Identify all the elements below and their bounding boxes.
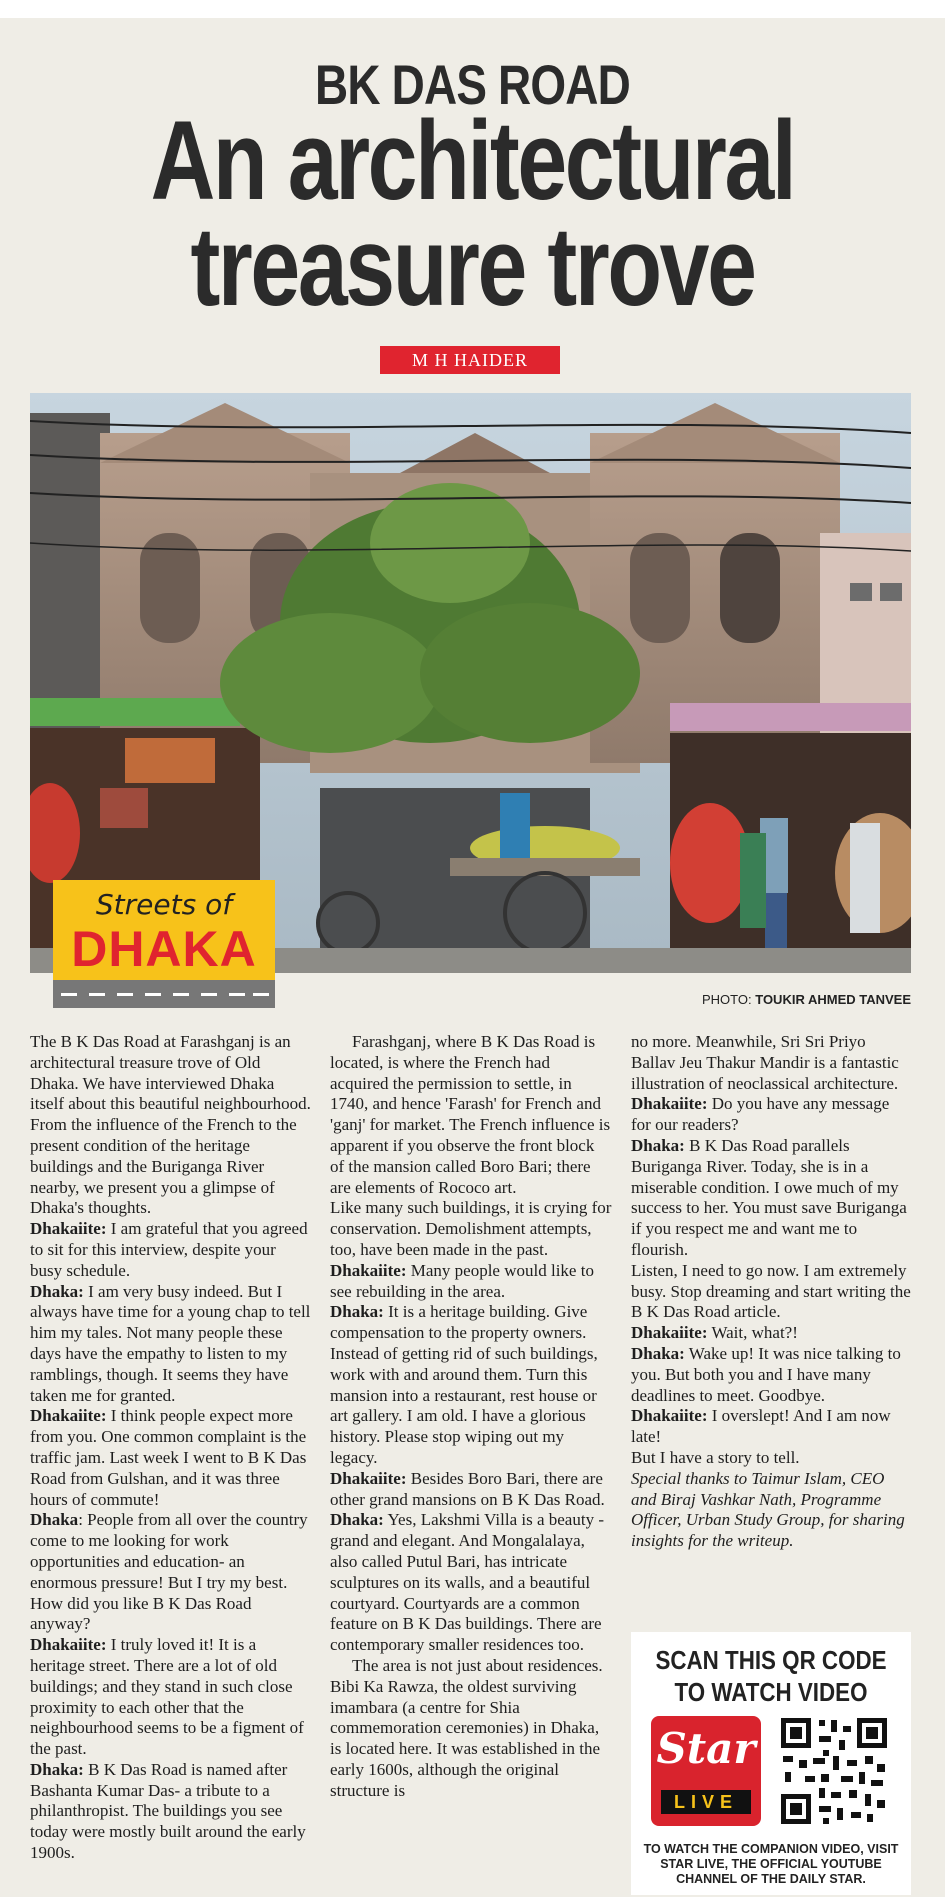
headline-line-1: An architectural [150, 98, 795, 223]
speaker-label: Dhakaiite: [30, 1635, 107, 1655]
body-paragraph: Listen, I need to go now. I am extremely busy. Stop dreaming and start writing the B K Das Road article. [631, 1260, 911, 1322]
promo-note: TO WATCH THE COMPANION VIDEO, VISIT STAR LIVE, THE OFFICIAL YOUTUBE CHANNEL OF THE DAILY STAR. [643, 1842, 899, 1886]
badge-streets-of: Streets of [95, 888, 233, 921]
article-headline [95, 98, 851, 329]
road-dash [117, 993, 133, 996]
speaker-label: Dhakaiite: [30, 1406, 107, 1426]
interview-answer [631, 1136, 913, 1261]
answer-text: B K Das Road parallels Buriganga River. Today, she is in a miserable condition. I owe much of my success to her. You must save Buriganga if you respect me and want me to flourish. [631, 1135, 907, 1259]
photo-credit-name: TOUKIR AHMED TANVEE [755, 992, 911, 1007]
road-dash [173, 993, 189, 996]
star-live-logo-icon [651, 1716, 761, 1826]
speaker-label: Dhaka [30, 1510, 79, 1530]
promo-title [651, 1644, 892, 1708]
road-dash [145, 993, 161, 996]
speaker-label: Dhaka: [631, 1135, 685, 1155]
interview-question [631, 1323, 913, 1344]
promo-title-line-1: SCAN THIS QR CODE [655, 1645, 887, 1675]
speaker-label: Dhakaiite: [330, 1260, 407, 1280]
newspaper-page [0, 18, 945, 1897]
interview-answer [30, 1510, 312, 1635]
acknowledgement-note [631, 1469, 913, 1552]
speaker-label: Dhakaiite: [330, 1468, 407, 1488]
body-paragraph: Like many such buildings, it is crying for conservation. Demolishment attempts, too, have been made in the past. [330, 1198, 612, 1259]
article-kicker: BK DAS ROAD [315, 53, 630, 116]
road-dash [201, 993, 217, 996]
answer-text: It is a heritage building. Give compensation to the property owners. Instead of getting rid of such buildings, work with and around them. Turn this mansion into a restaurant, rest house or art gallery. I am old. I have a glorious history. Please stop wiping out my legacy. [330, 1302, 598, 1467]
interview-question [330, 1261, 612, 1303]
video-promo-box [631, 1632, 911, 1895]
question-text: I am grateful that you agreed to sit for this interview, despite your busy schedule. [30, 1219, 308, 1280]
badge-road-strip [53, 980, 275, 1008]
interview-answer [330, 1510, 612, 1656]
photo-credit-label: PHOTO: [702, 992, 752, 1007]
body-paragraph: The area is not just about residences. Bibi Ka Rawza, the oldest surviving imambara (a centre for Shia commemoration ceremonies) in Dhaka, is located here. It was established in the early 1600s, although the original structure is [330, 1655, 603, 1800]
answer-text: Yes, Lakshmi Villa is a beauty - grand and elegant. And Mongalalaya, also called Putul Bari, has intricate sculptures on its walls, and a beautiful courtyard. Courtyards are a common feature on B K Das buildings. There are contemporary smaller residences too. [330, 1510, 604, 1655]
speaker-label: Dhaka: [30, 1759, 84, 1779]
logo-word: Star [656, 1724, 756, 1773]
intro-paragraph: The B K Das Road at Farashganj is an architectural treasure trove of Old Dhaka. We have interviewed Dhaka itself about this beautiful neighbourhood. From the influence of the French to the present condition of the heritage buildings and the Buriganga River nearby, we present you a glimpse of Dhaka's thoughts. [30, 1032, 311, 1218]
speaker-label: Dhaka: [330, 1510, 384, 1530]
question-text: Many people would like to see rebuilding in the area. [330, 1260, 594, 1301]
speaker-label: Dhaka: [30, 1281, 84, 1301]
answer-text: I am very busy indeed. But I always have time for a young chap to tell him my tales. Not many people these days have the empathy to listen to my ramblings, though. It seems they have taken me for granted. [30, 1281, 311, 1405]
road-dash [253, 993, 269, 996]
headline-line-2: treasure trove [190, 204, 755, 329]
question-text: Besides Boro Bari, there are other grand mansions on B K Das Road. [330, 1468, 605, 1509]
speaker-label: Dhakaiite: [631, 1406, 708, 1426]
promo-title-line-2: TO WATCH VIDEO [674, 1677, 868, 1707]
interview-answer [30, 1282, 312, 1407]
question-text: I think people expect more from you. One common complaint is the traffic jam. Last week I went to B K Das Road from Gulshan, and it was three hours of commute! [30, 1406, 307, 1509]
photo-credit [702, 992, 911, 1007]
road-dash [229, 993, 245, 996]
speaker-label: Dhakaiite: [631, 1323, 708, 1343]
body-paragraph: no more. Meanwhile, Sri Sri Priyo Ballav Jeu Thakur Mandir is a fantastic illustration of neoclassical architecture. [631, 1032, 899, 1093]
author-byline: M H HAIDER [380, 346, 560, 374]
article-column-3 [631, 1032, 913, 1552]
answer-text: : People from all over the country come to me looking for work opportunities and education- an enormous pressure! But I try my best. How did you like B K Das Road anyway? [30, 1510, 308, 1634]
speaker-label: Dhaka: [631, 1343, 685, 1363]
article-column-1 [30, 1032, 312, 1864]
question-text: I overslept! And I am now late! [631, 1406, 891, 1447]
question-text: Wait, what?! [707, 1323, 798, 1343]
interview-question [30, 1219, 312, 1281]
question-text: I truly loved it! It is a heritage street. There are a lot of old buildings; and they stand in such close proximity to each other that the neighbourhood seems to be a figment of the past. [30, 1635, 304, 1759]
body-paragraph: Farashganj, where B K Das Road is located, is where the French had acquired the permission to settle, in 1740, and hence 'Farash' for French and 'ganj' for market. The French influence is apparent if you observe the front block of the mansion called Boro Bari; there are elements of Rococo art. [330, 1032, 611, 1197]
badge-city: DHAKA [71, 921, 257, 977]
interview-answer [631, 1344, 913, 1406]
qr-code-icon[interactable] [779, 1716, 889, 1826]
logo-live: LIVE [661, 1790, 751, 1814]
road-dash [89, 993, 105, 996]
road-dash [61, 993, 77, 996]
body-paragraph: But I have a story to tell. [631, 1447, 800, 1467]
speaker-label: Dhakaiite: [30, 1219, 107, 1239]
interview-question [30, 1406, 312, 1510]
question-text: Do you have any message for our readers? [631, 1094, 890, 1135]
interview-question [631, 1406, 913, 1448]
interview-answer [330, 1302, 612, 1468]
interview-question [30, 1635, 312, 1760]
acknowledgement-text: Special thanks to Taimur Islam, CEO and Biraj Vashkar Nath, Programme Officer, Urban Study Group, for sharing insights for the writeup. [631, 1468, 905, 1551]
interview-answer [30, 1760, 312, 1864]
interview-question [631, 1094, 913, 1136]
article-column-2 [330, 1032, 612, 1801]
speaker-label: Dhaka: [330, 1302, 384, 1322]
interview-question [330, 1469, 612, 1511]
speaker-label: Dhakaiite: [631, 1094, 708, 1114]
answer-text: B K Das Road is named after Bashanta Kumar Das- a tribute to a philanthropist. The buildings you see today were mostly built around the early 1900s. [30, 1759, 306, 1863]
answer-text: Wake up! It was nice talking to you. But both you and I have many deadlines to meet. Goodbye. [631, 1343, 901, 1405]
